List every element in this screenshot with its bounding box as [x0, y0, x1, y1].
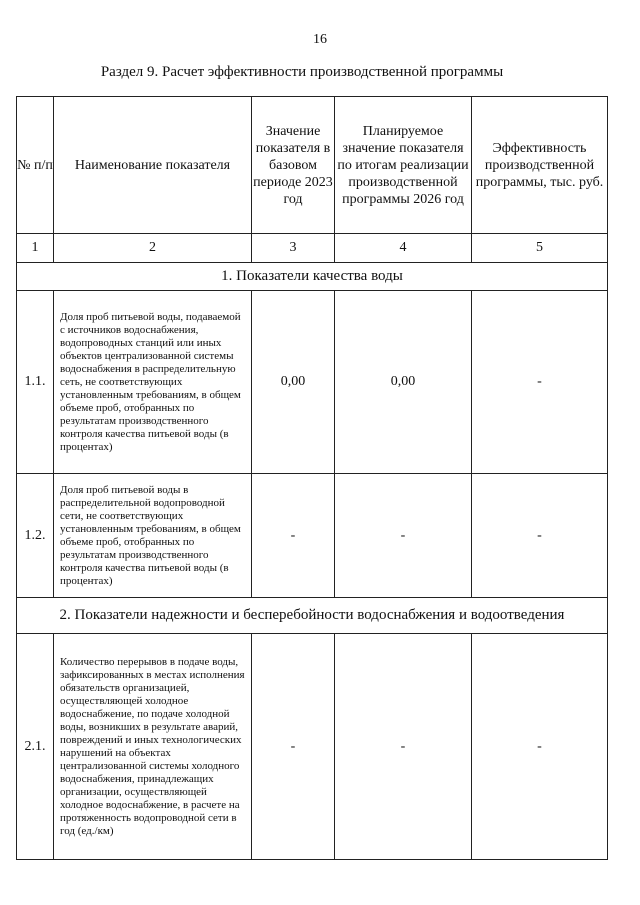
table-row — [17, 634, 608, 860]
page-number: 16 — [313, 32, 327, 47]
column-number: 1 — [17, 234, 54, 263]
header-row — [17, 97, 608, 234]
header-efficiency: Эффективность производственной программы, тыс. руб. — [472, 97, 608, 234]
table-row — [17, 291, 608, 474]
group-title: 2. Показатели надежности и бесперебойности водоснабжения и водоотведения — [17, 598, 608, 634]
column-number: 2 — [54, 234, 252, 263]
header-num: № п/п — [17, 97, 54, 234]
efficiency-value: - — [472, 291, 608, 474]
group-row — [17, 263, 608, 291]
column-number: 5 — [472, 234, 608, 263]
header-planned: Планируемое значение показателя по итогам реализации производственной программы 2026 год — [335, 97, 472, 234]
planned-value: - — [335, 634, 472, 860]
planned-value: - — [335, 474, 472, 598]
base-value: - — [252, 634, 335, 860]
header-name: Наименование показателя — [54, 97, 252, 234]
column-number: 4 — [335, 234, 472, 263]
efficiency-value: - — [472, 634, 608, 860]
indicator-name: Доля проб питьевой воды, подаваемой с источников водоснабжения, водопроводных станций или иных объектов централизованной системы водоснабжения в распределительную сеть, не соответствующих установленным требованиям, в общем объеме проб, отобранных по результатам производственного контроля качества питьевой воды (в процентах) — [54, 291, 252, 474]
group-row — [17, 598, 608, 634]
row-number: 1.2. — [17, 474, 54, 598]
indicator-name: Доля проб питьевой воды в распределительной водопроводной сети, не соответствующих установленным требованиям, в общем объеме проб, отобранных по результатам производственного контроля качества питьевой воды (в процентах) — [54, 474, 252, 598]
base-value: 0,00 — [252, 291, 335, 474]
column-number: 3 — [252, 234, 335, 263]
base-value: - — [252, 474, 335, 598]
row-number: 1.1. — [17, 291, 54, 474]
column-number-row — [17, 234, 608, 263]
table-row — [17, 474, 608, 598]
efficiency-table — [16, 96, 608, 860]
row-number: 2.1. — [17, 634, 54, 860]
indicator-name: Количество перерывов в подаче воды, зафиксированных в местах исполнения обязательств организацией, осуществляющей холодное водоснабжение, по подаче холодной воды, возникших в результате аварий, повреждений и иных технологических нарушений на объектах централизованной системы холодного водоснабжения, принадлежащих организации, осуществляющей холодное водоснабжение, в расчете на протяженность водопроводной сети в год (ед./км) — [54, 634, 252, 860]
section-title: Раздел 9. Расчет эффективности производственной программы — [100, 64, 504, 80]
efficiency-value: - — [472, 474, 608, 598]
group-title: 1. Показатели качества воды — [17, 263, 608, 291]
header-base: Значение показателя в базовом периоде 2023 год — [252, 97, 335, 234]
planned-value: 0,00 — [335, 291, 472, 474]
